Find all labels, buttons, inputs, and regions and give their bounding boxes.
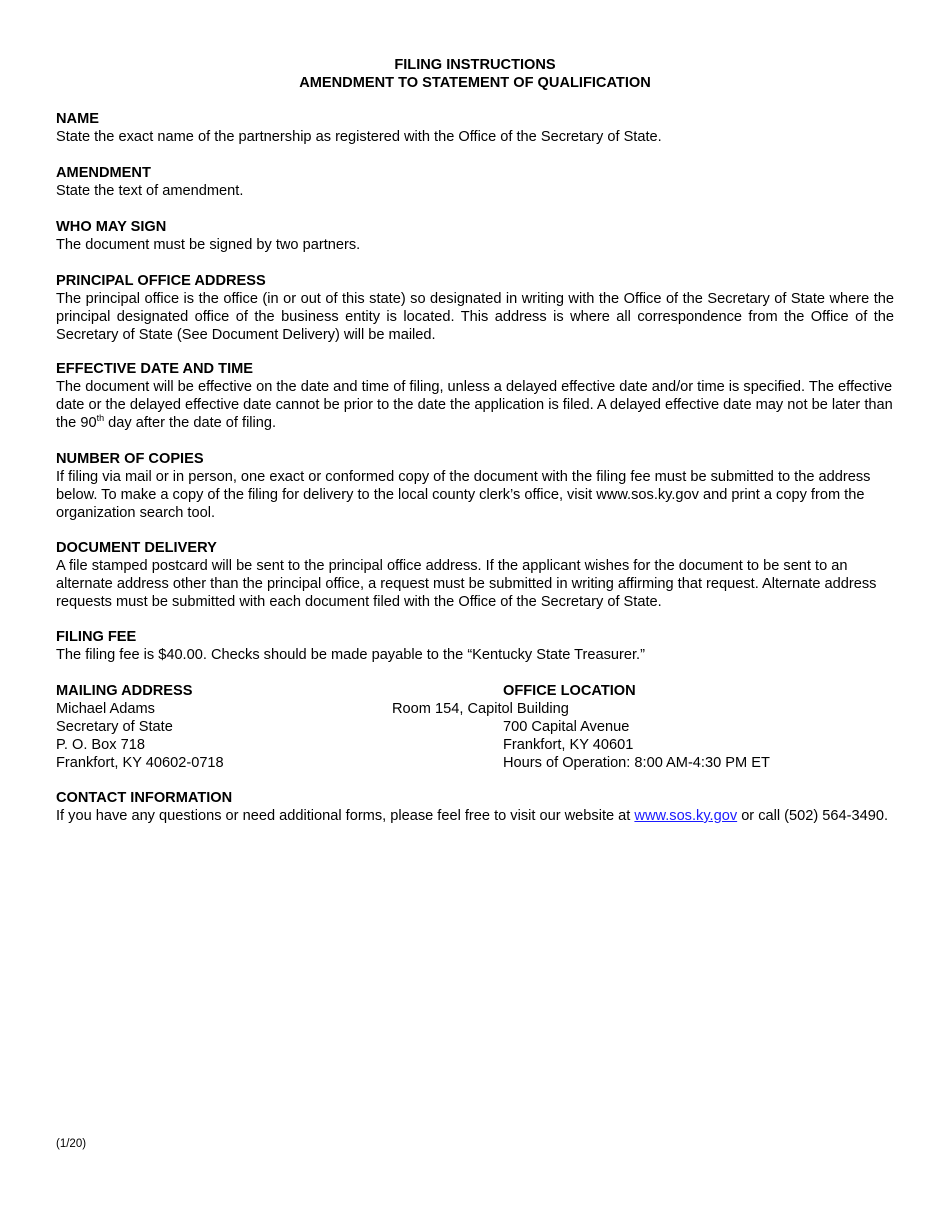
section-amendment bbox=[56, 164, 894, 200]
section-text: The filing fee is $40.00. Checks should be made payable to the “Kentucky State Treasurer.” bbox=[56, 647, 645, 663]
section-heading: EFFECTIVE DATE AND TIME bbox=[56, 361, 254, 377]
mailing-address-line: Frankfort, KY 40602-0718 bbox=[56, 755, 224, 771]
office-location-line: Hours of Operation: 8:00 AM-4:30 PM ET bbox=[503, 755, 770, 771]
section-text: The principal office is the office (in or out of this state) so designated in writing with the Office of the Secretary of State where the principal designated office of the business entity is located. This address is where all correspondence from the Office of the Secretary of State (See Document Delivery) will be mailed. bbox=[56, 291, 894, 343]
section-effective-date bbox=[56, 360, 894, 432]
section-heading: AMENDMENT bbox=[56, 165, 151, 181]
effective-text-part-1: The document will be effective on the date and time of filing, unless a delayed effective date and/or time is specified. The effective date or the delayed effective date cannot be prior to the date the application is filed. A delayed effective date may not be later than the 90 bbox=[56, 379, 893, 431]
office-location-line: Room 154, Capitol Building bbox=[392, 701, 569, 717]
ordinal-superscript: th bbox=[96, 413, 105, 424]
section-heading: PRINCIPAL OFFICE ADDRESS bbox=[56, 273, 266, 289]
revision-code: (1/20) bbox=[56, 1138, 87, 1150]
page-title bbox=[0, 56, 950, 92]
office-location-heading: OFFICE LOCATION bbox=[503, 683, 636, 699]
mailing-address-line: Michael Adams bbox=[56, 701, 155, 717]
section-heading: NAME bbox=[56, 111, 99, 127]
office-location-line: 700 Capital Avenue bbox=[503, 719, 630, 735]
section-name bbox=[56, 110, 894, 146]
section-document-delivery bbox=[56, 539, 894, 611]
contact-text-part-2: or call (502) 564-3490. bbox=[737, 808, 889, 824]
mailing-address-heading: MAILING ADDRESS bbox=[56, 683, 193, 699]
section-filing-fee bbox=[56, 628, 894, 664]
mailing-address-line: Secretary of State bbox=[56, 719, 173, 735]
effective-text-part-2: day after the date of filing. bbox=[104, 415, 277, 431]
section-heading: CONTACT INFORMATION bbox=[56, 790, 233, 806]
section-heading: FILING FEE bbox=[56, 629, 137, 645]
section-text: A file stamped postcard will be sent to the principal office address. If the applicant wishes for the document to be sent to an alternate address other than the principal office, a request must be submitted in writing affirming that request. Alternate address requests must be submitted with each document filed with the Office of the Secretary of State. bbox=[56, 558, 877, 610]
office-location-line: Frankfort, KY 40601 bbox=[503, 737, 634, 753]
section-text: If filing via mail or in person, one exact or conformed copy of the document with the filing fee must be submitted to the address below. To make a copy of the filing for delivery to the local county clerk’s office, visit www.sos.ky.gov and print a copy from the organization search tool. bbox=[56, 469, 871, 521]
section-contact bbox=[56, 789, 894, 825]
section-heading: NUMBER OF COPIES bbox=[56, 451, 204, 467]
contact-text-part-1: If you have any questions or need additional forms, please feel free to visit our website at bbox=[56, 808, 635, 824]
section-heading: WHO MAY SIGN bbox=[56, 219, 167, 235]
title-line-1: FILING INSTRUCTIONS bbox=[394, 57, 556, 73]
section-heading: DOCUMENT DELIVERY bbox=[56, 540, 217, 556]
website-link[interactable]: www.sos.ky.gov bbox=[634, 808, 738, 824]
section-text: State the exact name of the partnership as registered with the Office of the Secretary of State. bbox=[56, 129, 662, 145]
section-text: State the text of amendment. bbox=[56, 183, 244, 199]
section-text: The document must be signed by two partners. bbox=[56, 237, 361, 253]
section-text bbox=[56, 807, 894, 825]
title-line-2: AMENDMENT TO STATEMENT OF QUALIFICATION bbox=[299, 75, 651, 91]
section-who-may-sign bbox=[56, 218, 894, 254]
section-number-of-copies bbox=[56, 450, 894, 522]
section-principal-office bbox=[56, 272, 894, 344]
mailing-address-line: P. O. Box 718 bbox=[56, 737, 145, 753]
section-text bbox=[56, 378, 894, 432]
